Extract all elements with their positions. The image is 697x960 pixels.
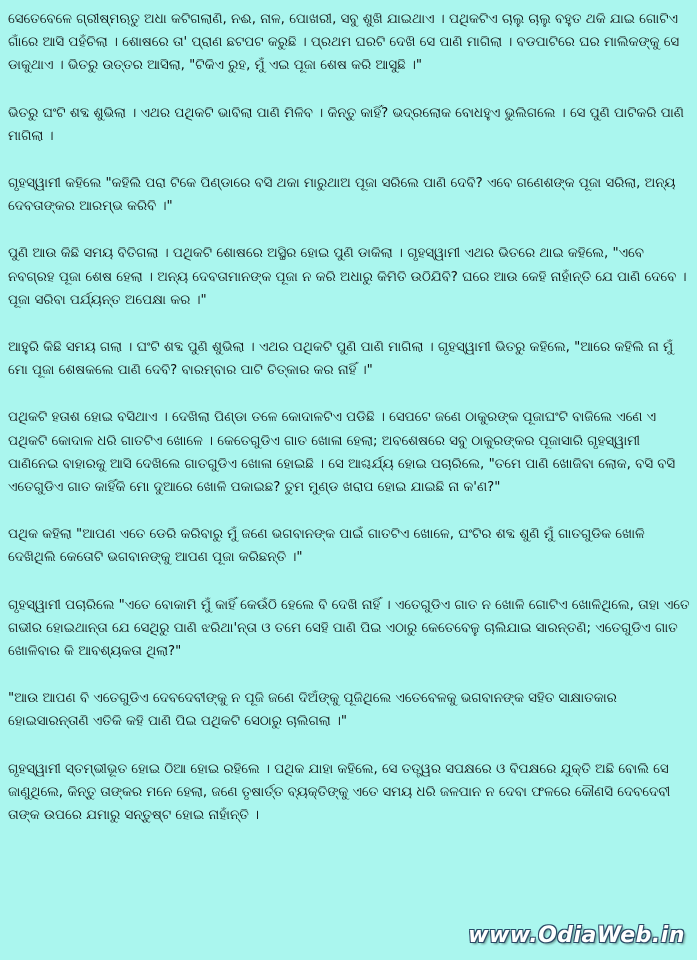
paragraph-7: ପଥିକ କହିଲା "ଆପଣ ଏତେ ଡେରି କରିବାରୁ ମୁଁ ଜଣେ ଭଗବାନଙ୍କ ପାଇଁ ଗାତଟିଏ ଖୋଳେ, ଘଂଟିର ଶବ୍ଦ ଶୁଣି ମୁଁ ଗାତଗୁଡିକ ଖୋଳି ଦେଖିଥିଲି କେତୋଟି ଭଗବାନଙ୍କୁ ଆପଣ ପୂଜା କରିଛନ୍ତି ।": [8, 527, 645, 566]
paragraph-9: "ଆଉ ଆପଣ ବି ଏତେଗୁଡିଏ ଦେବଦେବୀଙ୍କୁ ନ ପୂଜି ଜଣେ ଦିଅଁଙ୍କୁ ପୂଜିଥିଲେ ଏତେବେଳକୁ ଭଗବାନଙ୍କ ସହିତ ସାକ୍ଷାତକାର ହୋଇସାରନ୍ତାଣି ଏତିକି କହି ପାଣି ପିଇ ପଥିକଟି ସେଠାରୁ ଚାଲିଗଲା ।": [8, 691, 617, 730]
paragraph-5: ଆହୁରି କିଛି ସମୟ ଗଲା । ଘଂଟି ଶବ୍ଦ ପୁଣି ଶୁଭିଲା । ଏଥର ପଥିକଟି ପୁଣି ପାଣି ମାଗିଲା । ଗୃହସ୍ୱାମୀ ଭିତରୁ କହିଲେ, "ଆରେ କହିଲି ନା ମୁଁ ମୋ ପୂଜା ଶେଷକଲେ ପାଣି ଦେବି? ବାରମ୍ବାର ପାଟି ଚିତ୍କାର କର ନାହିଁ ।": [8, 340, 674, 379]
paragraph-4: ପୁଣି ଆଉ କିଛି ସମୟ ବିତିଗଲା । ପଥିକଟି ଶୋଷରେ ଅସ୍ଥିର ହୋଇ ପୁଣି ଡାକିଲା । ଗୃହସ୍ୱାମୀ ଏଥର ଭିତରେ ଥାଇ କହିଲେ, "ଏବେ ନବଗ୍ରହ ପୂଜା ଶେଷ ହେଲା । ଅନ୍ୟ ଦେବତାମାନଙ୍କ ପୂଜା ନ କରି ଅଧାରୁ କିମିତି ଉଠିଯିବି? ଘରେ ଆଉ କେହି ନାହାଁନ୍ତି ଯେ ପାଣି ଦେବେ । ପୂଜା ସରିବା ପର୍ଯ୍ୟନ୍ତ ଅପେକ୍ଷା କର ।": [8, 246, 687, 308]
story-text-body: [8, 8, 692, 827]
paragraph-6: ପଥିକଟି ହତାଶ ହୋଇ ବସିଥାଏ । ଦେଖିଲା ପିଣ୍ଡା ତଳେ କୋଦାଳଟିଏ ପଡିଛି । ସେପଟେ ଜଣେ ଠାକୁରଙ୍କ ପୂଜାଘଂଟି ବାଜିଲେ ଏଣେ ଏ ପଥିକଟି କୋଦାଳ ଧରି ଗାତଟିଏ ଖୋଳେ । କେତେଗୁଡିଏ ଗାତ ଖୋଳା ହେଲା; ଅବଶେଷରେ ସବୁ ଠାକୁରଙ୍କର ପୂଜାସାରି ଗୃହସ୍ୱାମୀ ପାଣିନେଇ ବାହାରକୁ ଆସି ଦେଖିଲେ ଗାତଗୁଡିଏ ଖୋଳା ହୋଇଛି । ସେ ଆଶ୍ଚର୍ଯ୍ୟ ହୋଇ ପଚାରିଲେ, "ତମେ ପାଣି ଖୋଜିବା ଲୋକ, ବସି ବସି ଏତେଗୁଡିଏ ଗାତ କାହିଁକି ମୋ ଦୁଆରେ ଖୋଳି ପକାଇଛ? ତୁମ ମୁଣ୍ଡ ଖରାପ ହୋଇ ଯାଇଛି ନା କ'ଣ?": [8, 410, 676, 496]
paragraph-1: ସେତେବେଳେ ଗ୍ରୀଷ୍ମଋତୁ ଅଧା କଟିଗଲାଣି, ନଈ, ନାଳ, ପୋଖରୀ, ସବୁ ଶୁଖି ଯାଇଥାଏ । ପଥିକଟିଏ ଚାଲୁ ଚାଲୁ ବହୁତ ଥକି ଯାଇ ଗୋଟିଏ ଗାଁରେ ଆସି ପହଁଚିଲା । ଶୋଷରେ ତା' ପ୍ରାଣ ଛଟପଟ କରୁଛି । ପ୍ରଥମ ଘରଟି ଦେଖି ସେ ପାଣି ମାଗିଲା । ବଡପାଟିରେ ଘର ମାଲିକଙ୍କୁ ସେ ଡାକୁଥାଏ । ଭିତରୁ ଉତ୍ତର ଆସିଲା, "ଟିକିଏ ରୁହ, ମୁଁ ଏଇ ପୂଜା ଶେଷ କରି ଆସୁଛି ।": [8, 12, 680, 74]
paragraph-2: ଭିତରୁ ଘଂଟି ଶବ୍ଦ ଶୁଭିଲା । ଏଥର ପଥିକଟି ଭାବିଲା ପାଣି ମିଳିବ । କିନ୍ତୁ କାହିଁ? ଭଦ୍ରଲୋକ ବୋଧହୁଏ ଭୁଲିଗଲେ । ସେ ପୁଣି ପାଟିକରି ପାଣି ମାଗିଲା ।: [8, 105, 684, 144]
paragraph-10: ଗୃହସ୍ୱାମୀ ସ୍ତମ୍ଭୀଭୂତ ହୋଇ ଠିଆ ହୋଇ ରହିଲେ । ପଥିକ ଯାହା କହିଲେ, ସେ ତତ୍ତ୍ୱର ସପକ୍ଷରେ ଓ ବିପକ୍ଷରେ ଯୁକ୍ତି ଅଛି ବୋଲି ସେ ଜାଣୁଥିଲେ, କିନ୍ତୁ ତାଙ୍କର ମନେ ହେଲା, ଜଣେ ତୃଷାର୍ତ୍ତ ବ୍ୟକ୍ତିଙ୍କୁ ଏତେ ସମୟ ଧରି ଜଳପାନ ନ ଦେବା ଫଳରେ କୌଣସି ଦେବଦେବୀ ତାଙ୍କ ଉପରେ ଯମାରୁ ସନ୍ତୁଷ୍ଟ ହୋଇ ନାହାଁନ୍ତି ।: [8, 761, 671, 824]
site-watermark: www.OdiaWeb.in: [468, 923, 685, 948]
paragraph-3: ଗୃହସ୍ୱାମୀ କହିଲେ "କହିଲି ପରା ଟିକେ ପିଣ୍ଡାରେ ବସି ଥକା ମାରୁଥାଅ ପୂଜା ସରିଲେ ପାଣି ଦେବି? ଏବେ ଗଣେଶଙ୍କ ପୂଜା ସରିଲା, ଅନ୍ୟ ଦେବତାଙ୍କର ଆରମ୍ଭ କରିବି ।": [8, 176, 676, 215]
paragraph-8: ଗୃହସ୍ୱାମୀ ପଚାରିଲେ "ଏତେ ବୋକାମି ମୁଁ କାହିଁ କେଉଁଠି ହେଲେ ବି ଦେଖି ନାହିଁ । ଏତେଗୁଡିଏ ଗାତ ନ ଖୋଳି ଗୋଟିଏ ଖୋଳିଥିଲେ, ତାହା ଏତେ ଗଭୀର ହୋଇଥାନ୍ତା ଯେ ସେଥିରୁ ପାଣି ଝରିଥା'ନ୍ତା ଓ ତମେ ସେହି ପାଣି ପିଇ ଏଠାରୁ କେତେବେଳୁ ଚାଲିଯାଇ ସାରନ୍ତଣି; ଏତେଗୁଡିଏ ଗାତ ଖୋଳିବାର କି ଆବଶ୍ୟକତା ଥିଲା?": [8, 597, 690, 660]
